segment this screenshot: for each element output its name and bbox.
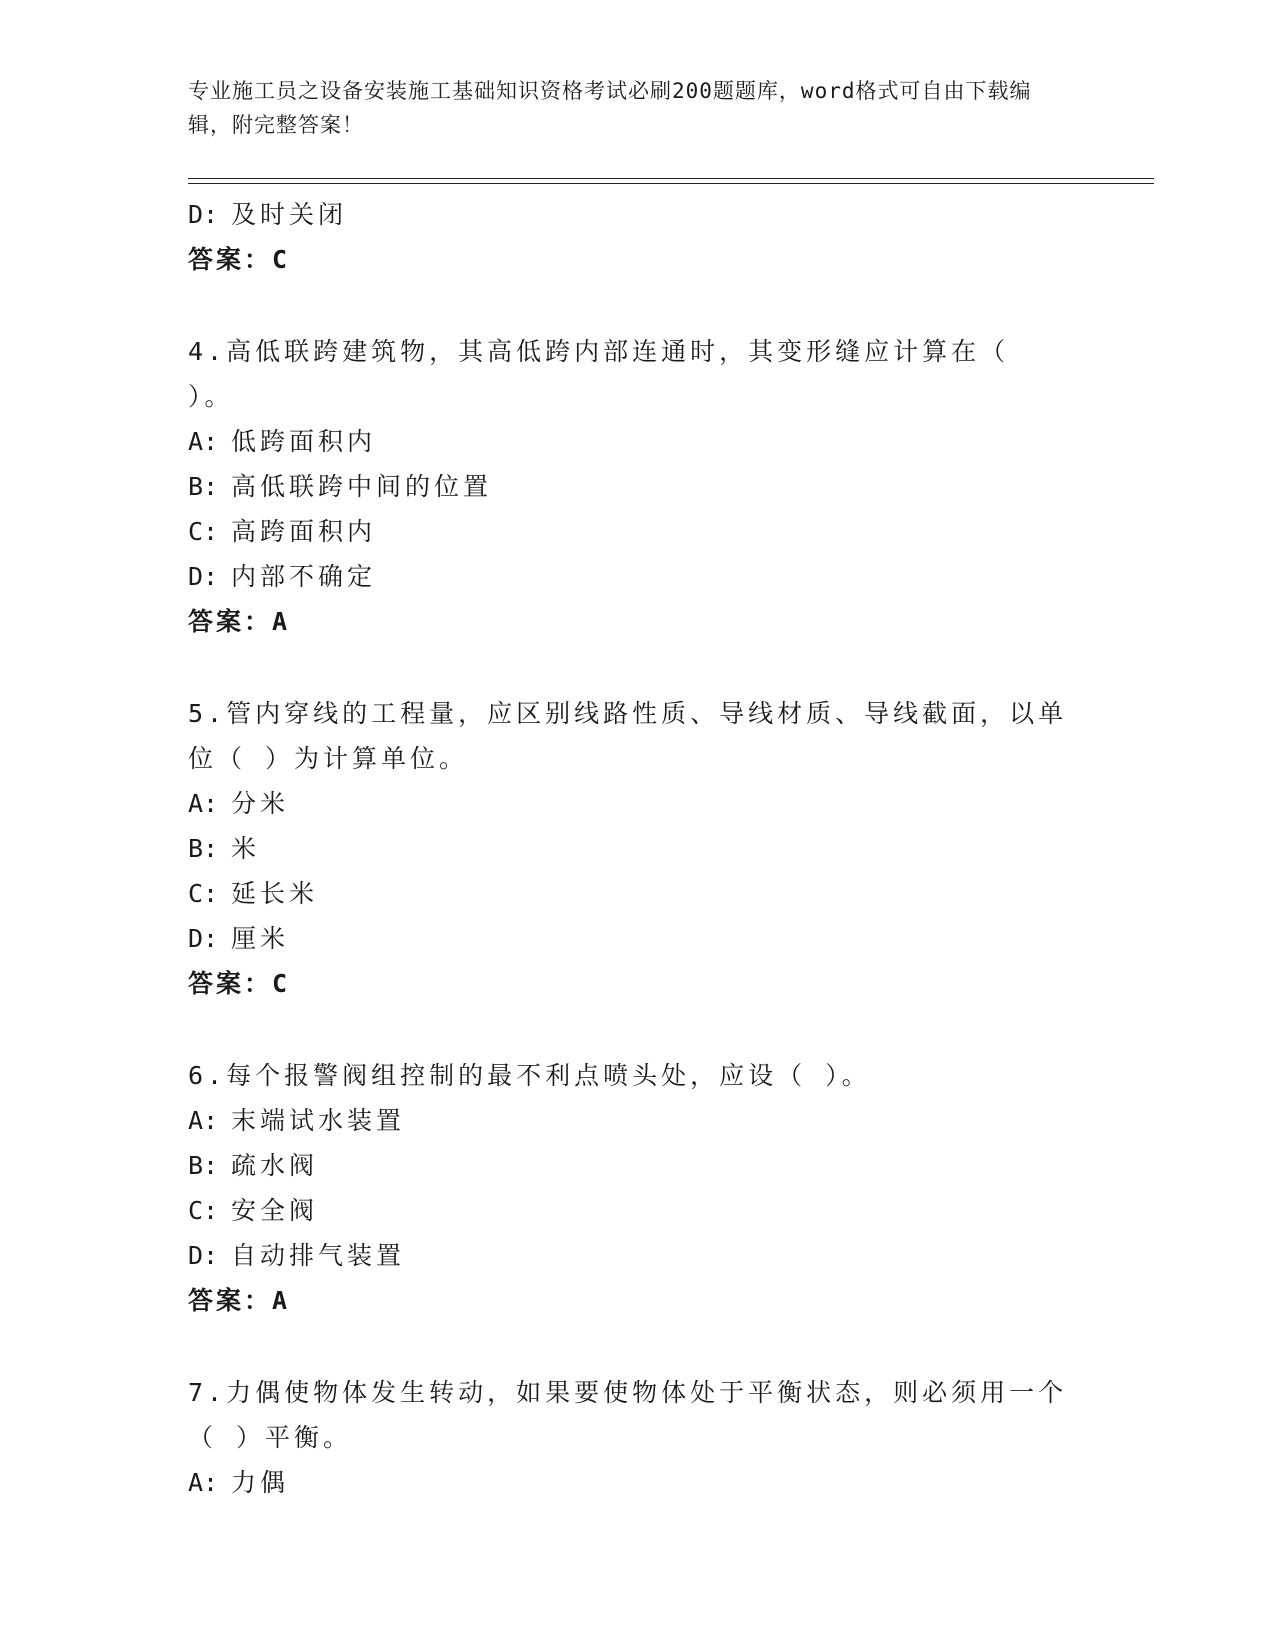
- option-text: 米: [231, 834, 261, 863]
- header-rule-top: [188, 178, 1154, 179]
- option-key: A:: [188, 1468, 219, 1497]
- option-text: 末端试水装置: [231, 1106, 406, 1135]
- option-text: 高低联跨中间的位置: [231, 472, 493, 501]
- option-key: A:: [188, 1106, 219, 1135]
- option-key: C:: [188, 879, 219, 908]
- option-text: 低跨面积内: [231, 427, 377, 456]
- option-key: B:: [188, 834, 219, 863]
- answer-line: 答案：C: [188, 969, 291, 998]
- option-text: 及时关闭: [231, 200, 348, 229]
- option-text: 疏水阀: [231, 1151, 319, 1180]
- option-line: [188, 1233, 1068, 1278]
- option-text: 安全阀: [231, 1196, 319, 1225]
- question-text: 7.力偶使物体发生转动，如果要使物体处于平衡状态，则必须用一个（ ）平衡。: [188, 1378, 1068, 1452]
- option-key: A:: [188, 427, 219, 456]
- answer-line: 答案：A: [188, 1286, 291, 1315]
- answer-line: 答案：C: [188, 245, 291, 274]
- option-line: [188, 419, 1068, 464]
- option-line: [188, 1098, 1068, 1143]
- option-key: D:: [188, 562, 219, 591]
- question-text: 4.高低联跨建筑物，其高低跨内部连通时，其变形缝应计算在（ ）。: [188, 337, 1010, 411]
- question-text: 6.每个报警阀组控制的最不利点喷头处，应设（ ）。: [188, 1061, 871, 1090]
- option-line: [188, 554, 1068, 599]
- question-list: [188, 192, 1068, 1505]
- page-header-title: 专业施工员之设备安装施工基础知识资格考试必刷200题题库，word格式可自由下载编辑，附完整答案！: [188, 79, 1032, 137]
- option-line: [188, 1143, 1068, 1188]
- option-line: [188, 916, 1068, 961]
- option-key: A:: [188, 789, 219, 818]
- option-key: D:: [188, 924, 219, 953]
- option-line: [188, 1460, 1068, 1505]
- option-line: [188, 464, 1068, 509]
- option-key: C:: [188, 517, 219, 546]
- option-text: 高跨面积内: [231, 517, 377, 546]
- option-text: 内部不确定: [231, 562, 377, 591]
- option-key: D:: [188, 200, 219, 229]
- option-line: [188, 826, 1068, 871]
- option-text: 厘米: [231, 924, 290, 953]
- option-text: 力偶: [231, 1468, 290, 1497]
- option-text: 分米: [231, 789, 290, 818]
- option-text: 自动排气装置: [231, 1241, 406, 1270]
- header-rule-bottom: [188, 183, 1154, 184]
- option-key: B:: [188, 1151, 219, 1180]
- option-key: C:: [188, 1196, 219, 1225]
- option-key: B:: [188, 472, 219, 501]
- answer-line: 答案：A: [188, 607, 291, 636]
- question-text: 5.管内穿线的工程量，应区别线路性质、导线材质、导线截面，以单位（ ）为计算单位。: [188, 699, 1068, 773]
- option-key: D:: [188, 1241, 219, 1270]
- option-text: 延长米: [231, 879, 319, 908]
- option-line: [188, 1188, 1068, 1233]
- option-line: [188, 781, 1068, 826]
- option-line: [188, 871, 1068, 916]
- option-line: [188, 509, 1068, 554]
- option-line: [188, 192, 1068, 237]
